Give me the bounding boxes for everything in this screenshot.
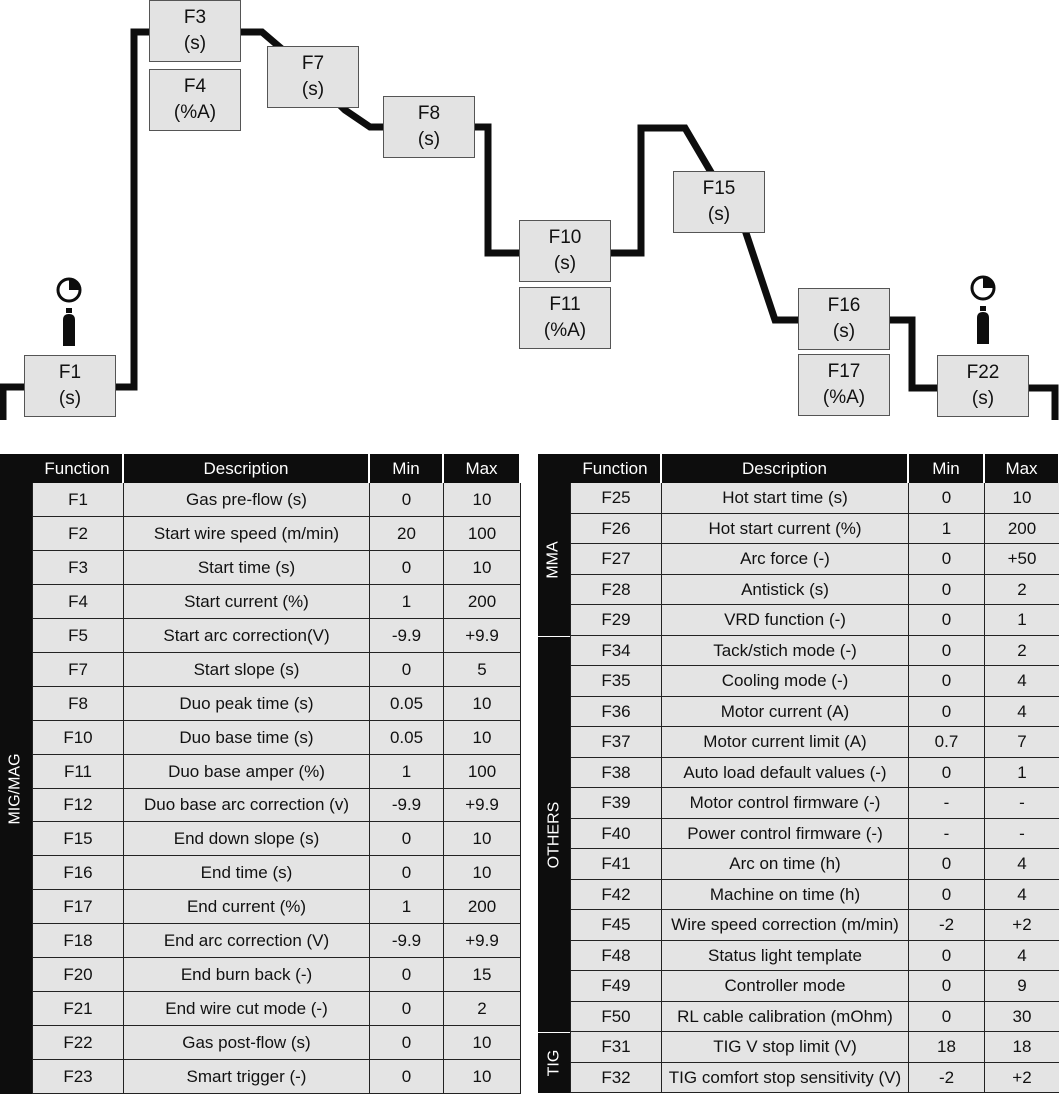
min-value-cell: 1 (909, 514, 985, 544)
max-value-cell: +50 (985, 544, 1059, 575)
description-cell: Wire speed correction (m/min) (662, 910, 909, 941)
parameter-id: F4 (183, 76, 207, 97)
parameter-id: F3 (183, 7, 207, 28)
mma-others-tig-function-table (538, 454, 1059, 1093)
min-value-cell: -9.9 (370, 789, 444, 822)
group-label-text: TIG (544, 1049, 562, 1077)
max-value-cell: +9.9 (444, 924, 521, 958)
function-code-cell: F41 (570, 849, 662, 880)
group-label-others (538, 636, 570, 1032)
description-cell: Start current (%) (124, 585, 370, 619)
description-cell: Arc force (-) (662, 544, 909, 575)
max-value-cell: 100 (444, 755, 521, 789)
function-code-cell: F15 (32, 822, 124, 856)
min-value-cell: 0 (370, 483, 444, 517)
min-value-cell: -2 (909, 910, 985, 941)
parameter-unit: (%A) (543, 320, 587, 341)
min-value-cell: 0 (909, 544, 985, 575)
min-value-cell: 1 (370, 755, 444, 789)
min-value-cell: 0 (909, 605, 985, 636)
gas-cylinder-icon (973, 306, 993, 351)
description-cell: Start wire speed (m/min) (124, 517, 370, 551)
group-column-header (538, 454, 570, 483)
function-code-cell: F3 (32, 551, 124, 585)
function-code-cell: F20 (32, 958, 124, 992)
max-value-cell: 4 (985, 697, 1059, 727)
group-label-mma (538, 483, 570, 636)
parameter-box-f22 (937, 355, 1029, 417)
max-value-cell: 10 (444, 483, 521, 517)
max-value-cell: 100 (444, 517, 521, 551)
max-value-cell: 10 (444, 856, 521, 890)
column-header-function: Function (32, 454, 124, 483)
min-value-cell: 0 (909, 758, 985, 788)
parameter-unit: (s) (183, 33, 207, 54)
function-code-cell: F4 (32, 585, 124, 619)
column-header-function: Function (570, 454, 662, 483)
min-value-cell: 0.05 (370, 721, 444, 755)
max-value-cell: 2 (985, 636, 1059, 666)
function-code-cell: F29 (570, 605, 662, 636)
function-code-cell: F10 (32, 721, 124, 755)
function-code-cell: F28 (570, 575, 662, 605)
max-value-cell: +9.9 (444, 619, 521, 653)
min-value-cell: 0 (909, 666, 985, 697)
description-cell: Gas pre-flow (s) (124, 483, 370, 517)
parameter-id: F15 (702, 178, 736, 199)
function-code-cell: F50 (570, 1002, 662, 1032)
description-cell: Machine on time (h) (662, 880, 909, 910)
description-cell: Motor current (A) (662, 697, 909, 727)
parameter-id: F22 (966, 362, 1000, 383)
function-code-cell: F35 (570, 666, 662, 697)
parameter-id: F16 (827, 295, 861, 316)
description-cell: Motor current limit (A) (662, 727, 909, 758)
parameter-id: F1 (58, 362, 82, 383)
max-value-cell: - (985, 819, 1059, 849)
min-value-cell: 0 (370, 653, 444, 687)
min-value-cell: 0 (370, 822, 444, 856)
parameter-box-f11 (519, 287, 611, 349)
mig-mag-function-table (0, 454, 521, 1094)
max-value-cell: 10 (985, 483, 1059, 514)
parameter-id: F10 (548, 227, 582, 248)
parameter-box-f3 (149, 0, 241, 62)
min-value-cell: 0 (370, 1060, 444, 1094)
function-code-cell: F21 (32, 992, 124, 1026)
max-value-cell: +2 (985, 1063, 1059, 1093)
min-value-cell: 1 (370, 585, 444, 619)
max-value-cell: 10 (444, 687, 521, 721)
max-value-cell: 4 (985, 880, 1059, 910)
min-value-cell: 0 (909, 575, 985, 605)
parameter-unit: (%A) (173, 102, 217, 123)
function-code-cell: F5 (32, 619, 124, 653)
max-value-cell: 10 (444, 1026, 521, 1060)
function-code-cell: F12 (32, 789, 124, 822)
max-value-cell: +9.9 (444, 789, 521, 822)
description-cell: TIG comfort stop sensitivity (V) (662, 1063, 909, 1093)
parameter-box-f16 (798, 288, 890, 350)
min-value-cell: 0 (909, 483, 985, 514)
min-value-cell: - (909, 788, 985, 819)
description-cell: Status light template (662, 941, 909, 971)
function-code-cell: F48 (570, 941, 662, 971)
max-value-cell: 2 (444, 992, 521, 1026)
min-value-cell: 0 (909, 941, 985, 971)
parameter-unit: (%A) (822, 387, 866, 408)
group-column-header (0, 454, 32, 483)
description-cell: Duo base amper (%) (124, 755, 370, 789)
min-value-cell: 0 (909, 849, 985, 880)
min-value-cell: -9.9 (370, 924, 444, 958)
parameter-box-f7 (267, 46, 359, 108)
description-cell: Start time (s) (124, 551, 370, 585)
column-header-description: Description (124, 454, 370, 483)
parameter-unit: (s) (553, 253, 577, 274)
min-value-cell: -2 (909, 1063, 985, 1093)
description-cell: Hot start time (s) (662, 483, 909, 514)
column-header-min: Min (909, 454, 985, 483)
group-label-text: MMA (545, 540, 563, 579)
parameter-unit: (s) (832, 321, 856, 342)
max-value-cell: 4 (985, 666, 1059, 697)
max-value-cell: 200 (985, 514, 1059, 544)
function-code-cell: F26 (570, 514, 662, 544)
group-label-text: OTHERS (545, 801, 563, 868)
min-value-cell: 0 (370, 856, 444, 890)
function-code-cell: F8 (32, 687, 124, 721)
description-cell: Start arc correction(V) (124, 619, 370, 653)
description-cell: Duo peak time (s) (124, 687, 370, 721)
description-cell: End down slope (s) (124, 822, 370, 856)
function-code-cell: F36 (570, 697, 662, 727)
max-value-cell: 5 (444, 653, 521, 687)
parameter-box-f1 (24, 355, 116, 417)
min-value-cell: 0 (370, 551, 444, 585)
function-code-cell: F39 (570, 788, 662, 819)
column-header-max: Max (985, 454, 1059, 483)
description-cell: Controller mode (662, 971, 909, 1002)
description-cell: VRD function (-) (662, 605, 909, 636)
function-code-cell: F2 (32, 517, 124, 551)
description-cell: End burn back (-) (124, 958, 370, 992)
parameter-unit: (s) (301, 79, 325, 100)
max-value-cell: 1 (985, 758, 1059, 788)
min-value-cell: - (909, 819, 985, 849)
description-cell: End arc correction (V) (124, 924, 370, 958)
min-value-cell: 0 (909, 636, 985, 666)
group-label-text: MIG/MAG (7, 752, 25, 825)
function-code-cell: F22 (32, 1026, 124, 1060)
parameter-box-f17 (798, 354, 890, 416)
max-value-cell: 10 (444, 822, 521, 856)
parameter-unit: (s) (707, 204, 731, 225)
column-header-max: Max (444, 454, 521, 483)
parameter-id: F11 (549, 294, 581, 315)
max-value-cell: 10 (444, 551, 521, 585)
description-cell: End wire cut mode (-) (124, 992, 370, 1026)
min-value-cell: 0 (909, 697, 985, 727)
description-cell: Power control firmware (-) (662, 819, 909, 849)
min-value-cell: 0 (370, 1026, 444, 1060)
parameter-id: F17 (827, 361, 861, 382)
function-code-cell: F18 (32, 924, 124, 958)
description-cell: Smart trigger (-) (124, 1060, 370, 1094)
description-cell: Tack/stich mode (-) (662, 636, 909, 666)
description-cell: RL cable calibration (mOhm) (662, 1002, 909, 1032)
timer-icon (969, 274, 997, 307)
description-cell: Hot start current (%) (662, 514, 909, 544)
parameter-unit: (s) (417, 129, 441, 150)
function-code-cell: F7 (32, 653, 124, 687)
max-value-cell: 15 (444, 958, 521, 992)
parameter-box-f8 (383, 96, 475, 158)
description-cell: Antistick (s) (662, 575, 909, 605)
parameter-id: F8 (417, 103, 441, 124)
function-code-cell: F1 (32, 483, 124, 517)
description-cell: Arc on time (h) (662, 849, 909, 880)
group-label-mig-mag (0, 483, 32, 1094)
parameter-unit: (s) (971, 388, 995, 409)
max-value-cell: - (985, 788, 1059, 819)
timer-icon (55, 276, 83, 309)
min-value-cell: 18 (909, 1032, 985, 1063)
parameter-box-f4 (149, 69, 241, 131)
max-value-cell: +2 (985, 910, 1059, 941)
function-code-cell: F16 (32, 856, 124, 890)
max-value-cell: 2 (985, 575, 1059, 605)
gas-cylinder-icon (59, 308, 79, 353)
description-cell: Duo base arc correction (v) (124, 789, 370, 822)
function-code-cell: F49 (570, 971, 662, 1002)
parameter-unit: (s) (58, 388, 82, 409)
description-cell: Start slope (s) (124, 653, 370, 687)
function-code-cell: F23 (32, 1060, 124, 1094)
function-code-cell: F34 (570, 636, 662, 666)
min-value-cell: 0.05 (370, 687, 444, 721)
description-cell: Gas post-flow (s) (124, 1026, 370, 1060)
function-code-cell: F27 (570, 544, 662, 575)
min-value-cell: 0 (370, 958, 444, 992)
description-cell: Motor control firmware (-) (662, 788, 909, 819)
max-value-cell: 10 (444, 1060, 521, 1094)
function-code-cell: F32 (570, 1063, 662, 1093)
min-value-cell: 0 (370, 992, 444, 1026)
description-cell: Cooling mode (-) (662, 666, 909, 697)
max-value-cell: 1 (985, 605, 1059, 636)
function-code-cell: F11 (32, 755, 124, 789)
function-code-cell: F42 (570, 880, 662, 910)
description-cell: Auto load default values (-) (662, 758, 909, 788)
max-value-cell: 7 (985, 727, 1059, 758)
description-cell: TIG V stop limit (V) (662, 1032, 909, 1063)
function-code-cell: F38 (570, 758, 662, 788)
min-value-cell: -9.9 (370, 619, 444, 653)
max-value-cell: 200 (444, 890, 521, 924)
min-value-cell: 1 (370, 890, 444, 924)
column-header-min: Min (370, 454, 444, 483)
max-value-cell: 30 (985, 1002, 1059, 1032)
function-code-cell: F40 (570, 819, 662, 849)
min-value-cell: 0 (909, 971, 985, 1002)
min-value-cell: 20 (370, 517, 444, 551)
parameter-box-f10 (519, 220, 611, 282)
min-value-cell: 0 (909, 880, 985, 910)
min-value-cell: 0.7 (909, 727, 985, 758)
max-value-cell: 200 (444, 585, 521, 619)
min-value-cell: 0 (909, 1002, 985, 1032)
function-code-cell: F25 (570, 483, 662, 514)
description-cell: Duo base time (s) (124, 721, 370, 755)
max-value-cell: 10 (444, 721, 521, 755)
function-code-cell: F17 (32, 890, 124, 924)
max-value-cell: 9 (985, 971, 1059, 1002)
description-cell: End current (%) (124, 890, 370, 924)
parameter-box-f15 (673, 171, 765, 233)
max-value-cell: 18 (985, 1032, 1059, 1063)
max-value-cell: 4 (985, 941, 1059, 971)
max-value-cell: 4 (985, 849, 1059, 880)
function-code-cell: F45 (570, 910, 662, 941)
parameter-id: F7 (301, 53, 325, 74)
column-header-description: Description (662, 454, 909, 483)
group-label-tig (538, 1032, 570, 1093)
description-cell: End time (s) (124, 856, 370, 890)
function-code-cell: F31 (570, 1032, 662, 1063)
function-code-cell: F37 (570, 727, 662, 758)
